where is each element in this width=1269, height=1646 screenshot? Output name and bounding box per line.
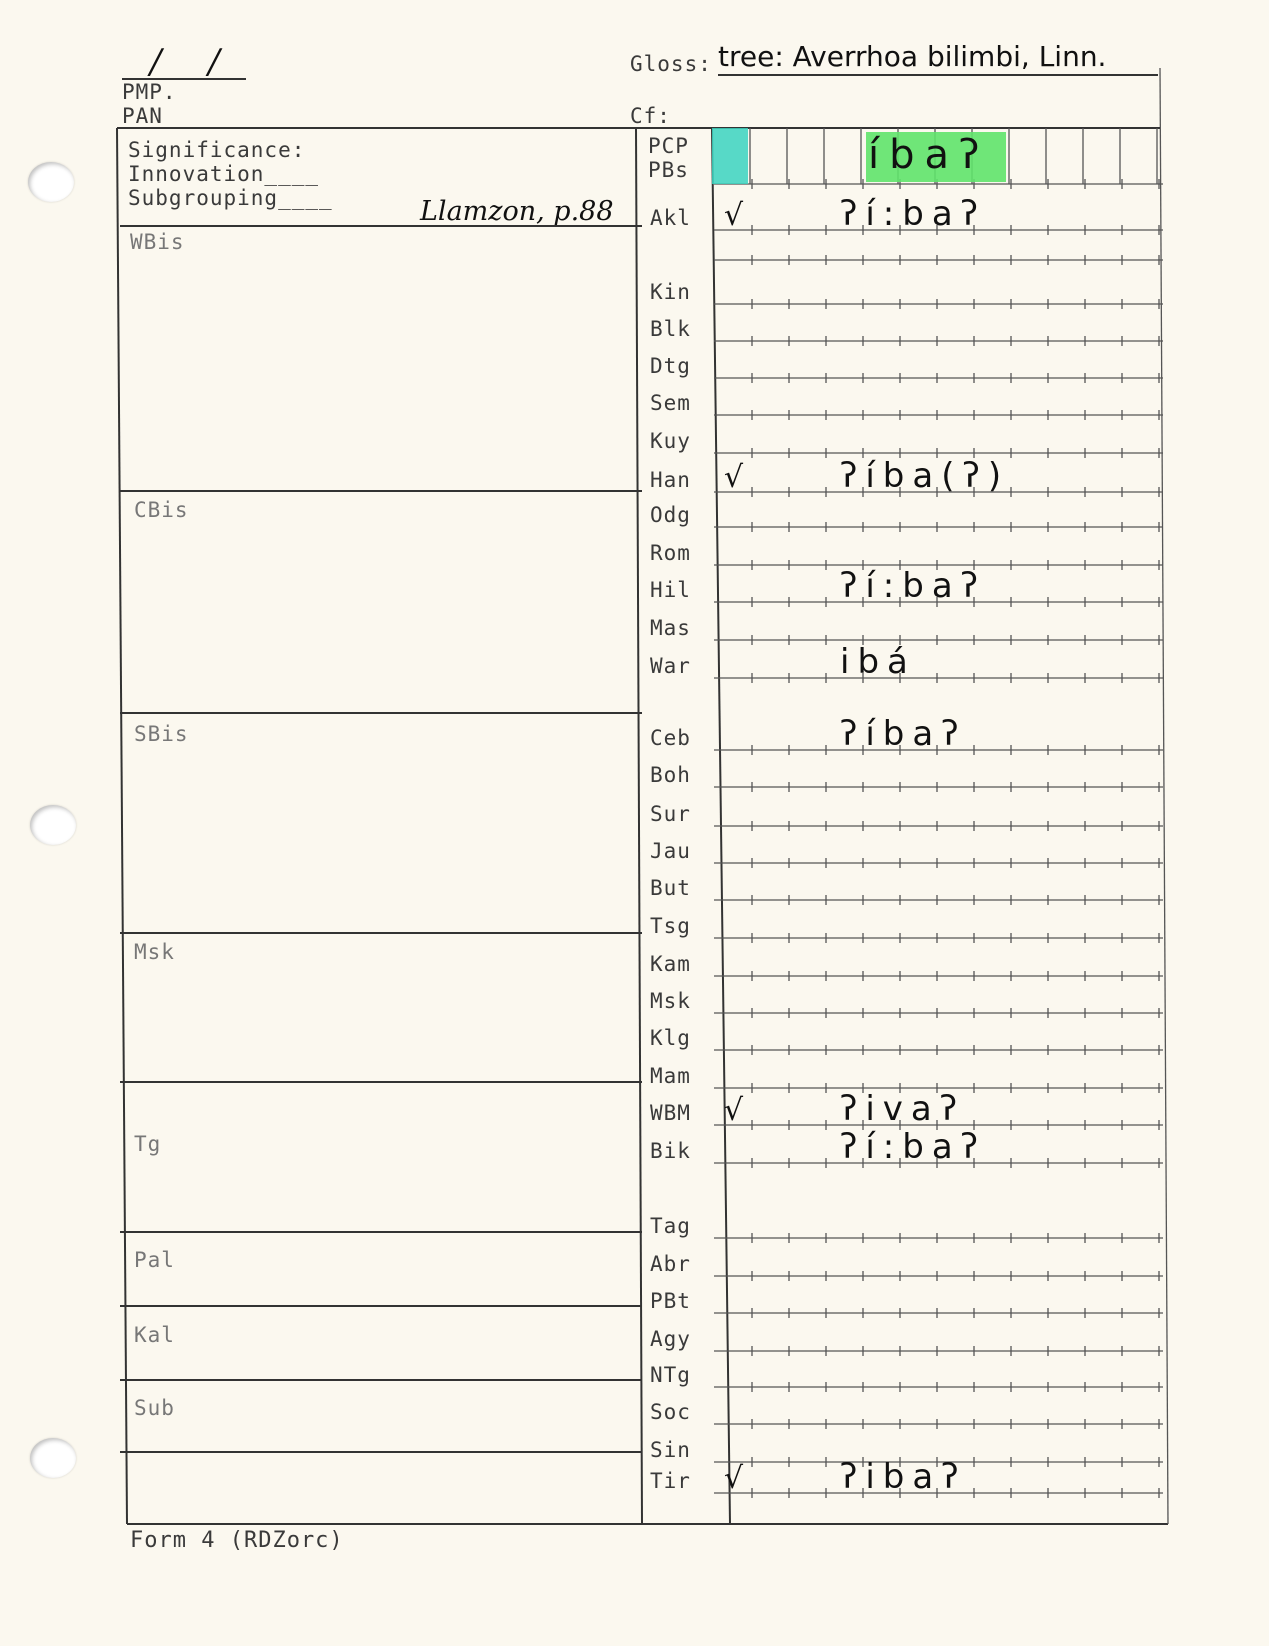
left-block-left <box>117 128 127 1524</box>
gloss-label: Gloss: <box>630 52 712 76</box>
cf-label: Cf: <box>630 104 671 128</box>
language-abbr-klg: Klg <box>650 1026 691 1050</box>
language-abbr-ntg: NTg <box>650 1363 691 1387</box>
group-label-cbis: CBis <box>134 498 189 522</box>
language-abbr-boh: Boh <box>650 763 691 787</box>
language-abbr-mas: Mas <box>650 616 691 640</box>
group-label-wbis: WBis <box>130 230 185 254</box>
language-abbr-ceb: Ceb <box>650 726 691 750</box>
reflex-form-ceb: ʔíbaʔ <box>840 714 967 754</box>
reflex-form-hil: ʔí:baʔ <box>840 566 987 606</box>
proto-cell-highlight <box>712 128 748 184</box>
group-label-msk: Msk <box>134 940 175 964</box>
check-mark-akl: √ <box>724 198 744 233</box>
language-abbr-agy: Agy <box>650 1327 691 1351</box>
language-abbr-mam: Mam <box>650 1064 691 1088</box>
reflex-form-tir: ʔibaʔ <box>840 1457 967 1497</box>
language-abbr-abr: Abr <box>650 1252 691 1276</box>
reflex-form-wbm: ʔivaʔ <box>840 1089 966 1129</box>
language-abbr-han: Han <box>650 468 691 492</box>
language-abbr-sem: Sem <box>650 391 691 415</box>
language-abbr-blk: Blk <box>650 317 691 341</box>
label-column-left <box>636 128 642 1524</box>
language-abbr-wbm: WBM <box>650 1101 691 1125</box>
language-abbr-soc: Soc <box>650 1400 691 1424</box>
language-abbr-tir: Tir <box>650 1469 691 1493</box>
group-label-pal: Pal <box>134 1248 175 1272</box>
source-note: Llamzon, p.88 <box>420 196 614 227</box>
reflex-form-han: ʔíba(ʔ) <box>840 456 1010 496</box>
language-abbr-hil: Hil <box>650 578 691 602</box>
reflex-form-bik: ʔí:baʔ <box>840 1127 987 1167</box>
innovation-label: Innovation____ <box>128 162 320 186</box>
date-slashes: / / <box>150 42 238 82</box>
language-abbr-war: War <box>650 654 691 678</box>
pcp-label: PCP <box>648 134 689 158</box>
language-abbr-jau: Jau <box>650 839 691 863</box>
language-abbr-akl: Akl <box>650 206 691 230</box>
gloss-value: tree: Averrhoa bilimbi, Linn. <box>718 40 1158 76</box>
language-abbr-pbt: PBt <box>650 1289 691 1313</box>
proto-form: íbaʔ <box>868 132 990 178</box>
language-abbr-tag: Tag <box>650 1214 691 1238</box>
language-abbr-but: But <box>650 876 691 900</box>
group-label-tg: Tg <box>134 1132 162 1156</box>
check-mark-han: √ <box>724 460 744 495</box>
language-abbr-rom: Rom <box>650 541 691 565</box>
language-abbr-msk: Msk <box>650 989 691 1013</box>
reflex-form-war: ibá <box>840 642 916 682</box>
language-abbr-kin: Kin <box>650 280 691 304</box>
subgrouping-label: Subgrouping____ <box>128 186 333 210</box>
language-abbr-dtg: Dtg <box>650 354 691 378</box>
language-abbr-kam: Kam <box>650 952 691 976</box>
check-mark-tir: √ <box>724 1461 744 1496</box>
pmp-label: PMP. <box>122 80 177 104</box>
grid-right-edge <box>1160 68 1168 1524</box>
language-abbr-sin: Sin <box>650 1438 691 1462</box>
group-label-kal: Kal <box>134 1323 175 1347</box>
group-label-sub: Sub <box>134 1396 175 1420</box>
language-abbr-bik: Bik <box>650 1139 691 1163</box>
pbs-label: PBs <box>648 158 689 182</box>
form-footer: Form 4 (RDZorc) <box>130 1528 344 1553</box>
reflex-form-akl: ʔí:baʔ <box>840 194 987 234</box>
pan-label: PAN <box>122 104 163 128</box>
language-abbr-sur: Sur <box>650 802 691 826</box>
significance-title: Significance: <box>128 138 306 162</box>
group-label-sbis: SBis <box>134 722 189 746</box>
language-abbr-kuy: Kuy <box>650 429 691 453</box>
check-mark-wbm: √ <box>724 1093 744 1128</box>
language-abbr-tsg: Tsg <box>650 914 691 938</box>
language-abbr-odg: Odg <box>650 503 691 527</box>
